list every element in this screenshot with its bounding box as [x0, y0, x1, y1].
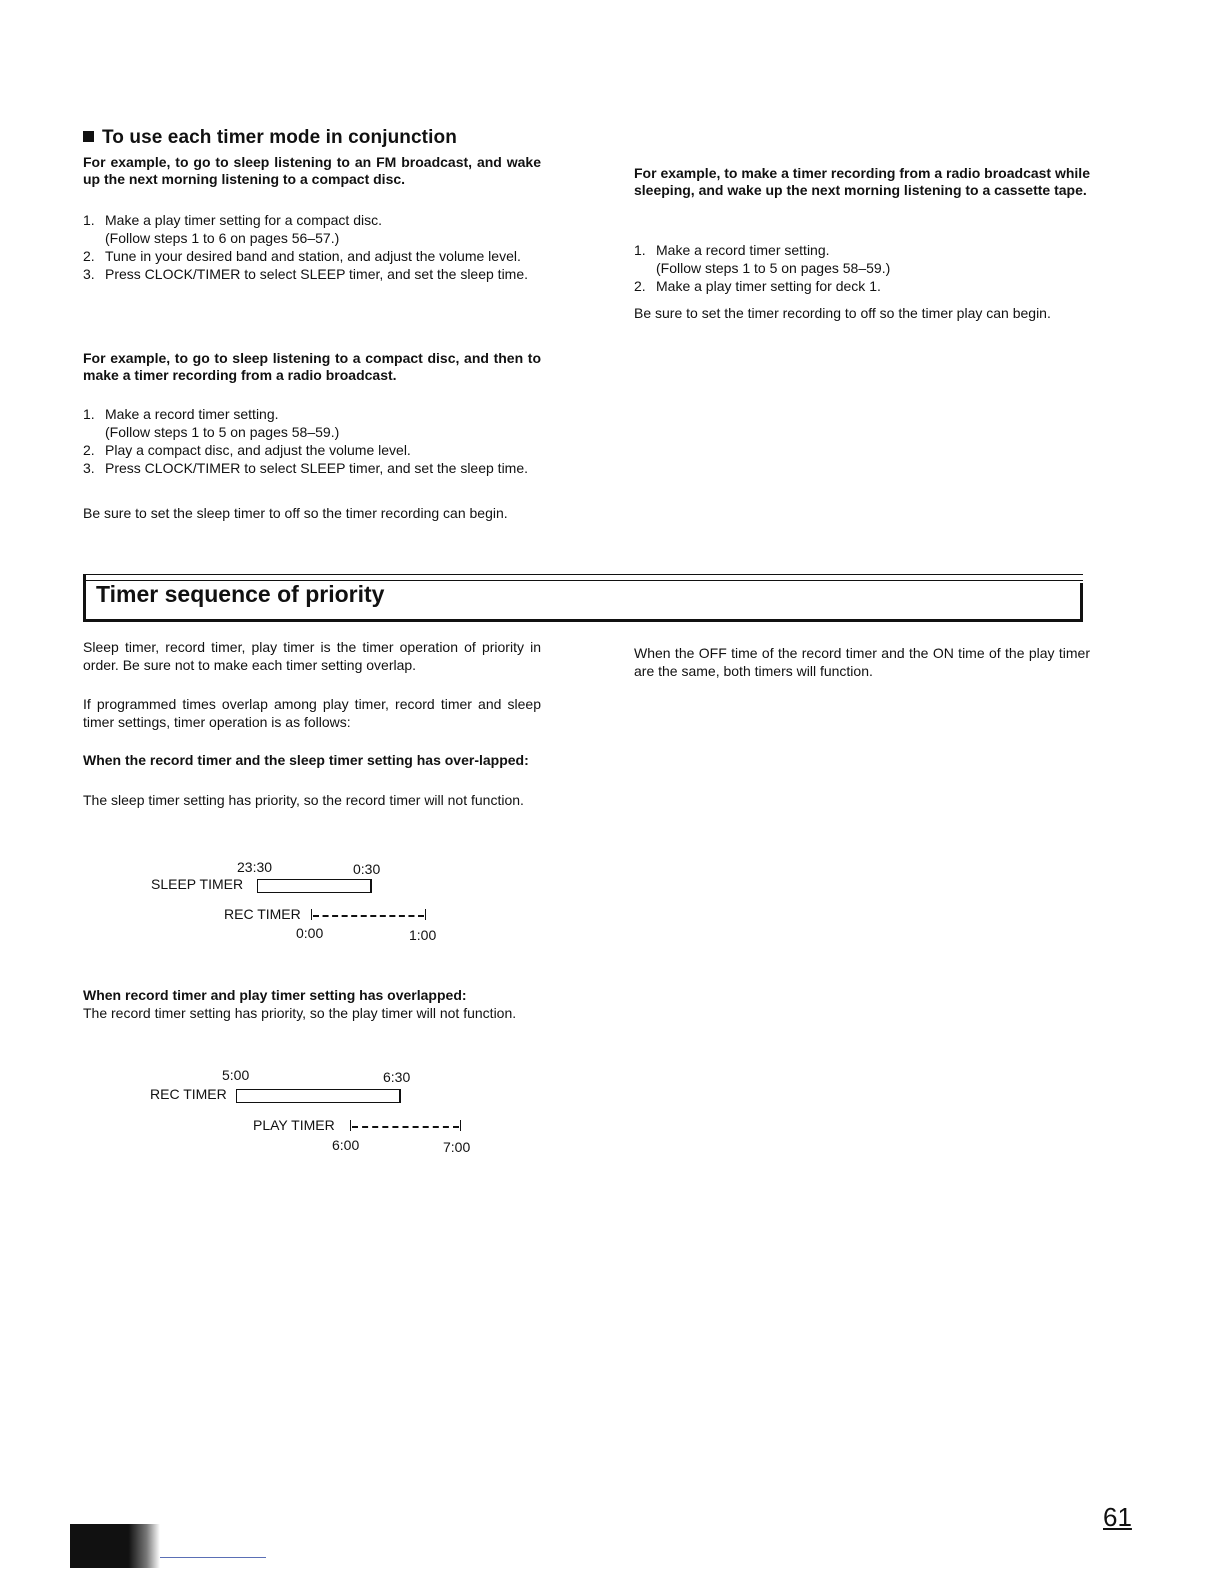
list-item: 1. Make a play timer setting for a compact disc. (Follow steps 1 to 6 on pages 56–57.) [83, 212, 382, 246]
timer-label: REC TIMER [224, 906, 301, 922]
sleep-timer-bar [257, 879, 372, 893]
rec-timer-bar [236, 1089, 401, 1103]
example-2-intro: For example, to go to sleep listening to a compact disc, and then to make a timer recording from a radio broadcast. [83, 350, 541, 383]
example-1-intro: For example, to go to sleep listening to an FM broadcast, and wake up the next morning listening to a compact disc. [83, 154, 541, 187]
time-label: 6:30 [383, 1069, 411, 1085]
case-1-text: The sleep timer setting has priority, so the record timer will not function. [83, 792, 524, 808]
time-label: 1:00 [409, 927, 437, 943]
case-2-heading: When record timer and play timer setting has overlapped: [83, 987, 467, 1003]
example-3-intro: For example, to make a timer recording from a radio broadcast while sleeping, and wake up the next morning listening to a cassette tape. [634, 165, 1090, 198]
bullet-square-icon [83, 131, 94, 142]
example-1-steps [83, 211, 541, 283]
same-time-note: When the OFF time of the record timer and the ON time of the play timer are the same, both timers will function. [634, 645, 1090, 679]
page-number: 61 [1103, 1502, 1132, 1532]
time-label: 23:30 [237, 859, 273, 875]
example-2-note: Be sure to set the sleep timer to off so the timer recording can begin. [83, 505, 508, 521]
list-item: 1. Make a record timer setting. (Follow steps 1 to 5 on pages 58–59.) [634, 242, 891, 276]
timer-label: REC TIMER [150, 1086, 227, 1102]
time-label: 0:30 [353, 861, 381, 877]
priority-paragraph: Sleep timer, record timer, play timer is the timer operation of priority in order. Be sure not to make each timer setting overlap. [83, 639, 541, 673]
scan-artifact-line [160, 1557, 266, 1558]
list-item: 3. Press CLOCK/TIMER to select SLEEP timer, and set the sleep time. [83, 460, 529, 476]
example-3-steps [634, 241, 1090, 295]
rec-timer-dashed-line [313, 915, 424, 917]
list-item: 1. Make a record timer setting. (Follow steps 1 to 5 on pages 58–59.) [83, 406, 340, 440]
list-item: 2. Make a play timer setting for deck 1. [634, 278, 881, 294]
section-title-box [83, 574, 1083, 622]
example-2-steps [83, 405, 541, 477]
time-label: 6:00 [332, 1137, 360, 1153]
case-2-text: The record timer setting has priority, so the play timer will not function. [83, 1005, 517, 1021]
list-item: 3. Press CLOCK/TIMER to select SLEEP timer, and set the sleep time. [83, 266, 529, 282]
section-heading: To use each timer mode in conjunction [83, 127, 541, 149]
case-1-heading: When the record timer and the sleep timer setting has over-lapped: [83, 752, 529, 768]
list-item: 2. Tune in your desired band and station, and adjust the volume level. [83, 248, 521, 264]
time-label: 5:00 [222, 1067, 250, 1083]
play-timer-dashed-line [352, 1126, 459, 1128]
timer-label: SLEEP TIMER [151, 876, 244, 892]
time-label: 7:00 [443, 1139, 471, 1155]
scan-artifact [70, 1524, 160, 1568]
timer-label: PLAY TIMER [253, 1117, 335, 1133]
overlap-paragraph: If programmed times overlap among play timer, record timer and sleep timer settings, timer operation is as follows: [83, 696, 541, 730]
section-title: Timer sequence of priority [96, 581, 385, 607]
list-item: 2. Play a compact disc, and adjust the volume level. [83, 442, 411, 458]
example-3-note: Be sure to set the timer recording to off so the timer play can begin. [634, 305, 1051, 321]
time-label: 0:00 [296, 925, 324, 941]
